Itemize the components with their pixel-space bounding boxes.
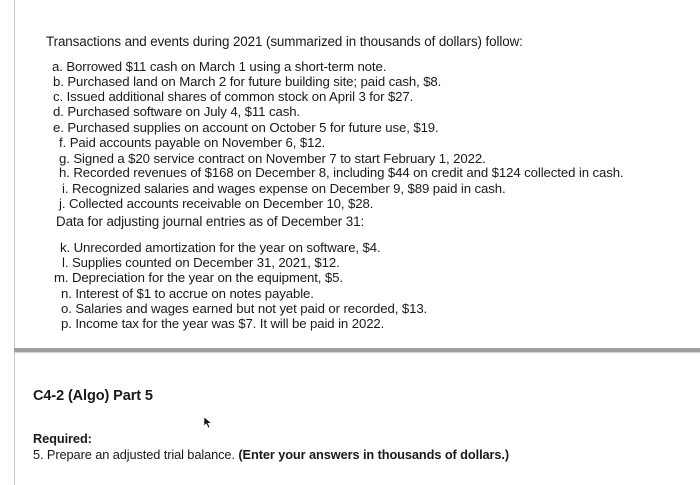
adjustment-p: p. Income tax for the year was $7. It will be paid in 2022. [61, 316, 385, 331]
adjustment-m: m. Depreciation for the year on the equipment, $5. [54, 270, 343, 285]
transaction-b: b. Purchased land on March 2 for future building site; paid cash, $8. [53, 74, 442, 89]
transaction-j: j. Collected accounts receivable on December 10, $28. [59, 196, 374, 211]
transaction-d: d. Purchased software on July 4, $11 cash. [53, 104, 300, 119]
adjustment-k: k. Unrecorded amortization for the year on software, $4. [60, 240, 381, 255]
required-label: Required: [33, 431, 92, 446]
transaction-h: h. Recorded revenues of $168 on December 8, including $44 on credit and $124 collected in cash. [59, 165, 624, 180]
question-part-panel [14, 352, 700, 485]
part-title: C4-2 (Algo) Part 5 [33, 388, 153, 404]
transaction-c: c. Issued additional shares of common stock on April 3 for $27. [53, 89, 414, 104]
transaction-g: g. Signed a $20 service contract on November 7 to start February 1, 2022. [59, 151, 486, 166]
intro-text: Transactions and events during 2021 (summarized in thousands of dollars) follow: [46, 34, 523, 49]
required-instruction-line [33, 447, 509, 462]
transaction-f: f. Paid accounts payable on November 6, $12. [59, 135, 326, 150]
required-text: 5. Prepare an adjusted trial balance. [33, 447, 235, 462]
mouse-pointer-icon [203, 416, 215, 430]
adjusting-heading: Data for adjusting journal entries as of December 31: [56, 214, 365, 229]
required-instruction: (Enter your answers in thousands of dollars.) [238, 447, 510, 462]
transaction-a: a. Borrowed $11 cash on March 1 using a short-term note. [52, 59, 387, 74]
adjustment-l: l. Supplies counted on December 31, 2021, $12. [62, 255, 340, 270]
transaction-i: i. Recognized salaries and wages expense on December 9, $89 paid in cash. [62, 181, 506, 196]
transaction-e: e. Purchased supplies on account on October 5 for future use, $19. [53, 120, 439, 135]
adjustment-n: n. Interest of $1 to accrue on notes payable. [61, 286, 314, 301]
adjustment-o: o. Salaries and wages earned but not yet paid or recorded, $13. [61, 301, 428, 316]
